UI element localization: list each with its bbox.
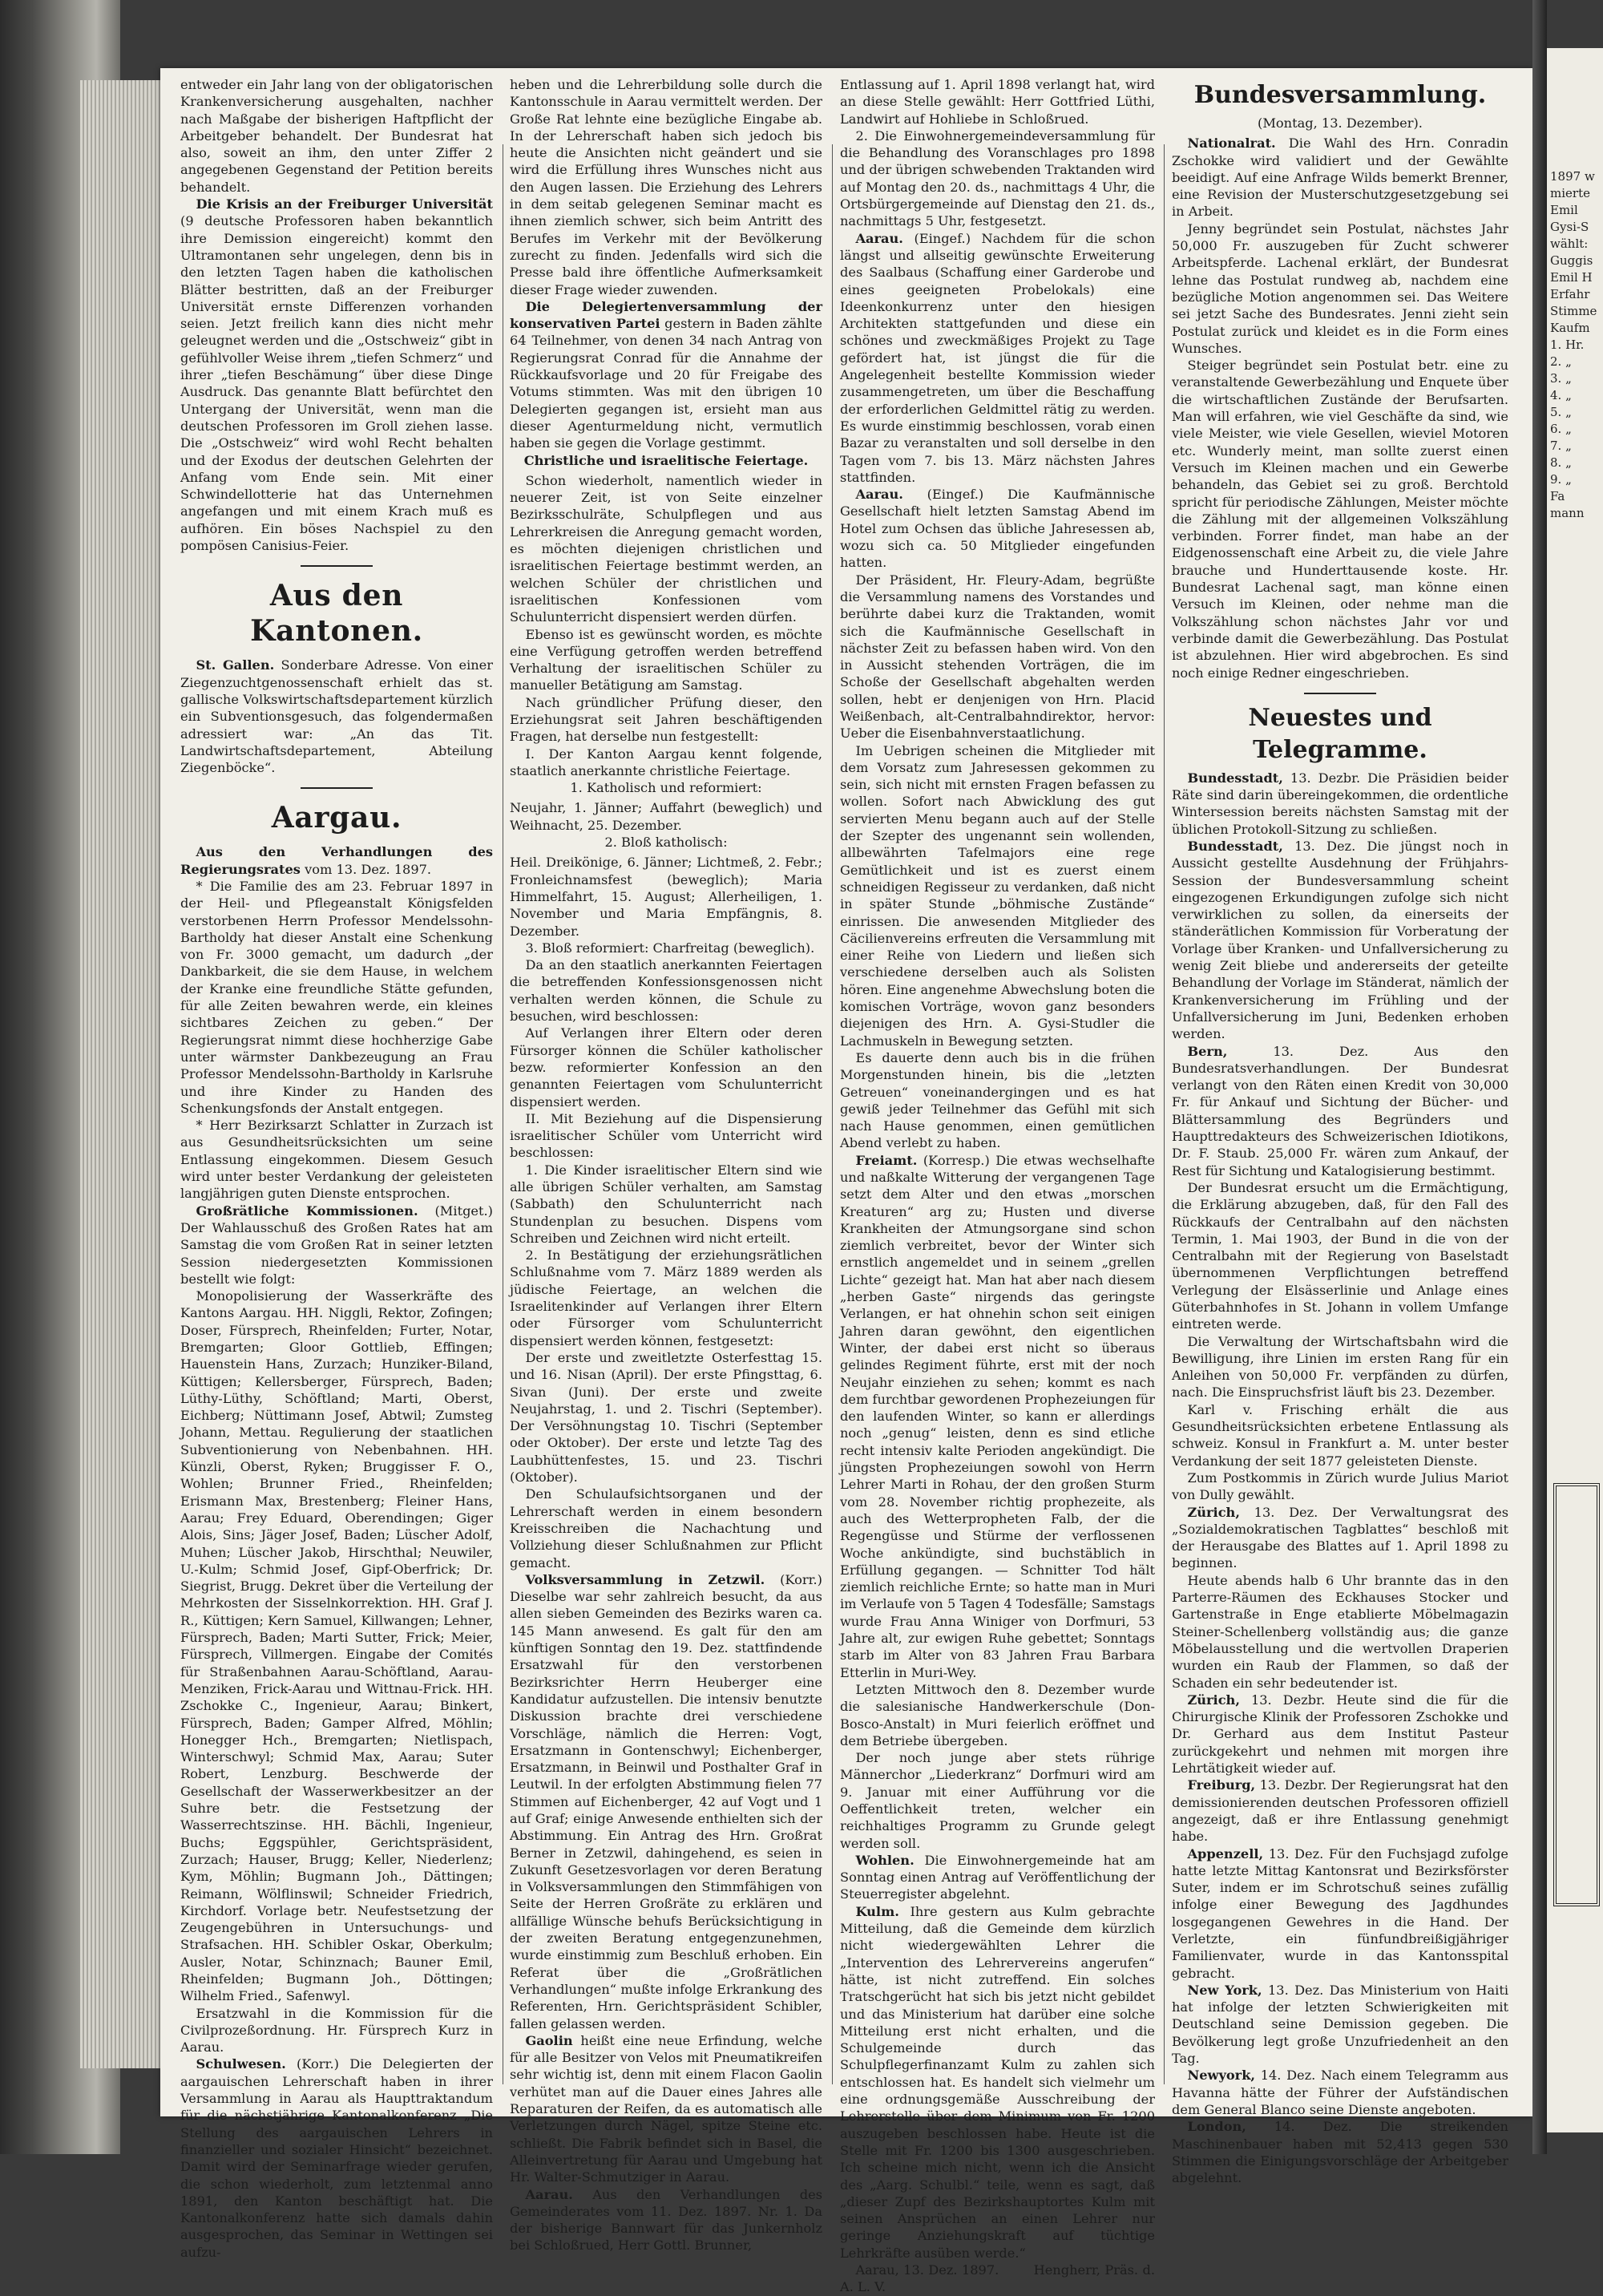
article-paragraph bbox=[180, 1203, 493, 1287]
article-text: (9 deutsche Professoren haben bekanntlich ihre Demission eingereicht) kommt den Ultramontanen sehr ungelegen, denn bis in den letzten Tagen haben die katholischen Blätter bestritten, daß an der Freiburger Universität ernste Differenzen vorhanden seien. Jetzt freilich kann dies nicht mehr geleugnet werden und die „Ostschweiz“ gibt in gefühlvoller Weise ihrem „tiefen Schmerz“ und ihrer „tiefen Beschämung“ über diese Dinge Ausdruck. Das genannte Blatt befürchtet den Untergang der Universität, wenn man die deutschen Professoren im Groll ziehen lasse. Die „Ostschweiz“ wird wohl Recht behalten und der Exodus der deutschen Gelehrten der Anfang vom Ende sein. Mit einer Schwindellotterie hat das Unternehmen angefangen und mit einem Krach muß es aufhören. Ein böses Nachspiel zu den pompösen Canisius-Feier. bbox=[180, 213, 493, 554]
next-page-fragment: Gysi-S bbox=[1550, 220, 1589, 234]
article-text: Der Bundesrat ersucht um die Ermächtigung, die Erklärung abzugeben, daß, für den Fall des Rückkaufs der Centralbahn auf den nächsten Termin, 1. Mai 1903, der Bund in die von der Centralbahn mit der Regierung von Baselstadt übernommenen Verpflichtungen betreffend Verlegung der Elsässerlinie und Anlage eines Güterbahnhofes in St. Johann in vollem Umfange eintreten werde. bbox=[1172, 1179, 1508, 1332]
article-paragraph bbox=[840, 486, 1155, 571]
article-text: Der noch junge aber stets rührige Männerchor „Liederkranz“ Dorfmuri wird am 9. Januar mit einer Aufführung vor die Oeffentlichkeit treten, welcher ein reichhaltiges Programm zu Grunde gelegt werden soll. bbox=[840, 1750, 1155, 1851]
article-text: Im Uebrigen scheinen die Mitglieder mit dem Vorsatz zum Jahresessen gekommen zu sein, sich nicht mit ernsten Fragen befassen zu wollen. Sofort nach Abwicklung des gut servierten Menu begann auch auf der Stelle der Szepter des ungenannt sein wollenden, allbewährten Tafelmajors eine rege Gemütlichkeit und ist es zuerst einem schneidigen Regisseur zu verdanken, daß nicht in später Stunde „böhmische Zustände“ einrissen. Die anwesenden Mitglieder des Cäcilienvereins erfreuten die Versammlung mit einer Reihe von Liedern und ließen sich verschiedene derselben auch als Solisten hören. Eine angenehme Abwechslung boten die komischen Vorträge, wovon ganz besonders diejenigen des Hrn. A. Gysi-Studler die Lachmuskeln in Bewegung setzten. bbox=[840, 742, 1155, 1049]
article-paragraph bbox=[840, 1152, 1155, 1681]
article-text: (Eingef.) Die Kaufmännische Gesellschaft hielt letzten Samstag Abend im Hotel zum Ochsen das übliche Jahresessen ab, wozu sich ca. 50 Mitglieder eingefunden hatten. bbox=[840, 487, 1155, 571]
article-paragraph bbox=[180, 2055, 493, 2261]
article-text: Ihre gestern aus Kulm gebrachte Mitteilung, daß die Gemeinde dem kürzlich nicht wiedergewählten Lehrer die „Intervention des Lehrervereins angerufen“ hätte, ist nicht zutreffend. Ein solches Tratschgerücht hat sich bis jetzt nicht gebildet und das Ministerium hat darüber eine solche Mitteilung erst nicht erhalten, und die Schulgemeinde durch das Schulpflegerfinanzamt Kulm zu zahlen sich entschlossen hat. Es handelt sich vielmehr um eine ordnungsgemäße Ausschreibung der Lehrerstelle über dem Minimum von Fr. 1200 auszugeben beschlossen habe. Heute ist die Stelle mit Fr. 1200 bis 1300 ausgeschrieben. Ich scheine mich nicht, wenn ich die Ansicht des „Aarg. Schulbl.“ teile, wenn es sagt, daß „dieser Zupf des Bezirkshauptortes Kulm mit seinen Ansprüchen an einen Lehrer nur geringe Anziehungskraft auf tüchtige Lehrkräfte ausüben werde.“ bbox=[840, 1903, 1155, 2261]
article-paragraph bbox=[1172, 838, 1508, 1043]
article-heading: Kulm. bbox=[855, 1903, 899, 1919]
article-text: Zum Postkommis in Zürich wurde Julius Mariot von Dully gewählt. bbox=[1172, 1469, 1508, 1503]
article-text: heißt eine neue Erfindung, welche für alle Besitzer von Velos mit Pneumatikreifen sehr wichtig ist, denn mit einem Flacon Gaolin verhütet man auf die Dauer eines Jahres alle Reparaturen der Reifen, da es automatisch alle Verletzungen durch Nägel, spitze Steine etc. schließt. Die Fabrik befindet sich in Basel, die Alleinvertretung für Aarau und Umgebung hat Hr. Walter-Schmutziger in Aarau. bbox=[510, 2032, 822, 2185]
article-paragraph bbox=[1172, 1504, 1508, 1572]
article-text: Ersatzwahl in die Kommission für die Civilprozeßordnung. Hr. Fürsprech Kurz in Aarau. bbox=[180, 2005, 493, 2055]
article-heading: Die Krisis an der Freiburger Universität bbox=[196, 196, 493, 212]
article-paragraph bbox=[180, 196, 493, 554]
article-text: heben und die Lehrerbildung solle durch die Kantonsschule in Aarau vermittelt werden. Der Große Rat lehnte eine bezügliche Eingabe ab. In der Lehrerschaft haben sich jedoch bis heute die Ansichten nicht geändert und sie wird die Erfüllung ihres Wunsches nicht aus den Augen lassen. Die Erziehung des Lehrers in dem seitab gelegenen Seminar macht es ihnen ziemlich schwer, sich beim Antritt des Berufes im Verkehr mit der Bevölkerung zurecht zu finden. Jedenfalls wird sich die Presse bald ihre öffentliche Aufmerksamkeit dieser Frage wieder zuwenden. bbox=[510, 77, 822, 297]
article-text: 13. Dez. Das Ministerium von Haiti hat infolge der letzten Schwierigkeiten mit Deutschland seine Demission gegeben. Die Bevölkerung legt große Unzufriedenheit an den Tag. bbox=[1172, 1982, 1508, 2067]
next-page-fragment: 8. „ bbox=[1550, 455, 1572, 470]
article-text: Auf Verlangen ihrer Eltern oder deren Fürsorger können die Schüler katholischer bezw. reformierter Konfession an den genannten Feiertagen vom Schulunterricht dispensiert werden. bbox=[510, 1025, 822, 1110]
article-text: Aus den Verhandlungen des Gemeinderates vom 11. Dez. 1897. Nr. 1. Da der bisherige Bannwart für das Junkernholz bei Schloßrued, Herr Gottl. Brunner, bbox=[510, 2186, 822, 2254]
article-text: I. Der Kanton Aargau kennt folgende, staatlich anerkannte christliche Feiertage. bbox=[510, 746, 822, 778]
column-rule bbox=[832, 144, 833, 2084]
article-text: * Herr Bezirksarzt Schlatter in Zurzach ist aus Gesundheitsrücksichten um seine Entlassung eingekommen. Diesem Gesuch wird unter bester Verdankung der geleisteten langjährigen guten Dienste entsprochen. bbox=[180, 1118, 493, 1202]
article-text: gestern in Baden zählte 64 Teilnehmer, von denen 34 nach Antrag von Regierungsrat Conrad für die Annahme der Rückkaufsvorlage und 20 für Freigabe des Votums stimmten. Was mit den übrigen 10 Delegierten gegangen ist, ersieht man aus dieser Agenturmeldung nicht, vermutlich haben sie gegen die Vorlage gestimmt. bbox=[510, 316, 822, 451]
article-text: Letzten Mittwoch den 8. Dezember wurde die salesianische Handwerkerschule (Don-Bosco-Anstalt) in Muri feierlich eröffnet und dem Betriebe übergeben. bbox=[840, 1681, 1155, 1748]
article-heading: London, bbox=[1187, 2119, 1246, 2135]
article-paragraph bbox=[180, 843, 493, 878]
article-heading: Gaolin bbox=[525, 2032, 573, 2048]
next-page-fragment: 4. „ bbox=[1550, 388, 1572, 402]
article-paragraph bbox=[1172, 1692, 1508, 1777]
article-paragraph bbox=[1172, 770, 1508, 838]
next-page-fragment: 1897 w bbox=[1550, 169, 1595, 184]
article-text: Schon wiederholt, namentlich wieder in neuerer Zeit, ist von Seite einzelner Bezirksschulräte, Schulpflegen und aus Lehrerkreisen die Anregung gemacht worden, es möchten diejenigen christlichen und israelitischen Feiertage bestimmt werden, an welchen Schüler der christlichen und israelitischen Konfessionen vom Schulunterricht dispensiert werden dürfen. bbox=[510, 472, 822, 625]
page-edges bbox=[80, 80, 168, 2068]
article-heading: St. Gallen. bbox=[196, 657, 275, 673]
article-heading: New York, bbox=[1187, 1982, 1262, 1998]
article-paragraph bbox=[1172, 135, 1508, 220]
next-page-fragment: 9. „ bbox=[1550, 472, 1572, 487]
column-4 bbox=[1172, 76, 1508, 2186]
article-heading: Bundesstadt, bbox=[1187, 770, 1283, 786]
column-rule bbox=[1164, 144, 1165, 2084]
article-paragraph bbox=[510, 2032, 822, 2186]
article-heading: Volksversammlung in Zetzwil. bbox=[525, 1571, 765, 1587]
article-text: 13. Dez. Aus den Bundesratsverhandlungen. Der Bundesrat verlangt von den Räten einen Kredit von 30,000 Fr. für Ankauf und Sichtung der Bücher- und Blättersammlung des Begründers und Haupttredakteurs des Schweizerischen Idiotikons, Dr. F. Staub. 25,000 Fr. wären zum Ankauf, der Rest für Sichtung und Katalogisierung bestimmt. bbox=[1172, 1043, 1508, 1178]
article-heading: Zürich, bbox=[1187, 1504, 1240, 1520]
article-text: Nach gründlicher Prüfung dieser, den Erziehungsrat seit Jahren beschäftigenden Fragen, hat derselbe nun festgestellt: bbox=[510, 694, 822, 745]
article-paragraph bbox=[1172, 1043, 1508, 1179]
article-text: 13. Dezbr. Der Regierungsrat hat den demissionierenden deutschen Professoren offiziell angezeigt, daß er ihre Entlassung genehmigt habe. bbox=[1172, 1777, 1508, 1845]
article-text: vom 13. Dez. 1897. bbox=[300, 861, 432, 877]
page-gutter bbox=[1532, 0, 1547, 2154]
article-heading: Die Delegiertenversammlung der konservativen Partei bbox=[510, 298, 822, 332]
next-page-fragment: Emil H bbox=[1550, 270, 1593, 285]
article-heading: Bern, bbox=[1187, 1043, 1228, 1059]
article-heading: Christliche und israelitische Feiertage. bbox=[523, 452, 809, 468]
section-title: Aus den Kantonen. bbox=[250, 579, 423, 649]
article-text: Ebenso ist es gewünscht worden, es möchte eine Verfügung getroffen werden betreffend Verhaltung der israelitischen Schüler zu manueller Betätigung am Samstag. bbox=[510, 626, 822, 693]
section-title: Aargau. bbox=[271, 801, 402, 835]
article-paragraph bbox=[510, 298, 822, 452]
next-page-fragment: 1. Hr. bbox=[1550, 338, 1585, 352]
article-text: (Korr.) Dieselbe war sehr zahlreich besucht, da aus allen sieben Gemeinden des Bezirks waren ca. 145 Mann anwesend. Es galt für den am künftigen Sonntag den 19. Dez. stattfindende Ersatzwahl für den verstorbenen Bezirksrichter Herrn Heuberger eine Kandidatur aufzustellen. Die intensiv benutzte Diskussion brachte drei verschiedene Vorschläge, nämlich die Herren: Vogt, Ersatzmann in Gontenschwyl; Eichenberger, Ersatzmann, in Beinwil und Posthalter Graf in Leutwil. In der erfolgten Abstimmung fielen 77 Stimmen auf Eichenberger, 42 auf Vogt und 1 auf Graf; einige Anwesende enthielten sich der Abstimmung. Ein Antrag des Hrn. Großrat Berner in Zetzwil, dahingehend, es seien in Zukunft Gesetzesvorlagen vor deren Beratung in Volksversammlungen den Stimmfähigen von Seite der Herren Großräte zu erklären und allfällige Wünsche behufs Berücksichtigung in der zweiten Beratung entgegenzunehmen, wurde einstimmig zum Beschluß erhoben. Ein Referat über die „Großrätlichen Verhandlungen“ mußte infolge Erkrankung des Referenten, Hrn. Gerichtspräsident Schibler, fallen gelassen werden. bbox=[510, 1571, 822, 2031]
column-3 bbox=[840, 76, 1155, 2295]
column-2 bbox=[510, 76, 822, 2254]
article-paragraph bbox=[1172, 2067, 1508, 2118]
column-1 bbox=[180, 76, 493, 2260]
article-heading: Freiamt. bbox=[855, 1152, 918, 1168]
next-page-fragment: Fa bbox=[1550, 489, 1565, 503]
article-text: Steiger begründet sein Postulat betr. eine zu veranstaltende Gewerbezählung und Enquete über die wirtschaftlichen Zustände der Berufsarten. Man will erfahren, wie viel Geschäfte da sind, wie viele Meister, wie viele Gesellen, wieviel Motoren etc. Wunderly meint, man sollte zuerst einen Versuch im Kleinen machen und ein Gewerbe behandeln, das Gebiet sei zu groß. Berchtold spricht für periodische Zählungen, Meister möchte die Zählung mit der allgemeinen Volkszählung verbinden. Forrer findet, man habe an der Eidgenossenschaft eine Arbeit zu, die viele Jahre brauche und Hunderttausende koste. Hr. Bundesrat Lachenal sagt, man könne einen Versuch im Kleinen, oder nehme man die Volkszählung schon nächstes Jahr vor und verbinde damit die Gewerbezählung. Das Postulat ist abzulehnen. Hier wird abgebrochen. Es sind noch einige Redner eingeschrieben. bbox=[1172, 358, 1508, 681]
next-page-fragment: 2. „ bbox=[1550, 354, 1572, 369]
article-heading: Großrätliche Kommissionen. bbox=[196, 1203, 418, 1219]
article-text: Entlassung auf 1. April 1898 verlangt hat, wird an diese Stelle gewählt: Herr Gottfried Lüthi, Landwirt auf Hohliebe in Schloßrued. bbox=[840, 77, 1155, 127]
article-text: 2. In Bestätigung der erziehungsrätlichen Schlußnahme vom 7. März 1889 werden als jüdische Feiertage, an welchen die Israelitenkinder auf Verlangen ihrer Eltern oder Fürsorger vom Schulunterricht dispensiert werden können, festgesetzt: bbox=[510, 1247, 822, 1348]
article-text: Da an den staatlich anerkannten Feiertagen die betreffenden Konfessionsgenossen nicht verhalten werden können, die Schule zu besuchen, wird beschlossen: bbox=[510, 957, 822, 1025]
article-heading: Aarau. bbox=[855, 487, 903, 503]
next-page-fragment: Kaufm bbox=[1550, 321, 1590, 335]
article-paragraph bbox=[510, 2186, 822, 2254]
article-paragraph bbox=[1172, 1982, 1508, 2067]
signature-date: Aarau, 13. Dez. 1897. bbox=[855, 2262, 999, 2278]
article-text: * Die Familie des am 23. Februar 1897 in der Heil- und Pflegeanstalt Königsfelden verstorbenen Herrn Professor Mendelssohn-Bartholdy hat dieser Anstalt eine Schenkung von Fr. 3000 gemacht, um dadurch „der Dankbarkeit, die sie dem Hause, in welchem der Kranke eine freundliche Stätte gefunden, für alle Zeiten bewahren werde, ein kleines sichtbares Zeichen zu geben.“ Der Regierungsrat nimmt diese hochherzige Gabe unter wärmster Dankbezeugung an Frau Professor Mendelssohn-Bartholdy in Karlsruhe und ihre Kinder zu Handen des Schenkungsfonds der Anstalt entgegen. bbox=[180, 878, 493, 1116]
article-text: II. Mit Beziehung auf die Dispensierung israelitischer Schüler vom Unterricht wird beschlossen: bbox=[510, 1110, 822, 1161]
article-heading: Aarau. bbox=[525, 2186, 573, 2202]
article-text: Sonderbare Adresse. Von einer Ziegenzuchtgenossenschaft erhielt das st. gallische Volkswirtschaftsdepartement kürzlich ein Subventionsgesuch, das folgendermaßen adressiert war: „An das Tit. Landwirtschaftsdepartement, Abteilung Ziegenböcke“. bbox=[180, 657, 493, 776]
article-heading: Wohlen. bbox=[855, 1852, 915, 1868]
article-heading: Schulwesen. bbox=[196, 2056, 286, 2072]
article-paragraph bbox=[510, 1571, 822, 2032]
article-text: (Korresp.) Die etwas wechselhafte und naßkalte Witterung der vergangenen Tage setzt dem Alter und den etwas „morschen Kreaturen“ arg zu; Husten und diverse Krankheiten der Atmungsorgane sind schon ziemlich verbreitet, bevor der Winter sich ernstlich angemeldet und in seinem „grellen Lichte“ gezeigt hat. Man hat aber nach diesem „herben Gaste“ nirgends das geringste Verlangen, er hat ohnehin schon seit einigen Jahren daran gewöhnt, den eigentlichen Winter, der dabei erst nicht so überaus gelindes Regiment führte, erst mit der noch Neujahr einziehen zu sehen; kommt es nach dem furchtbar gewordenen Prophezeiungen für den laufenden Winter, so kann er allerdings noch „genug“ leisten, denn es sind etliche recht intensiv kalte Perioden angekündigt. Die jüngsten Prophezeiungen sowohl von Herrn Lehrer Marti in Rohau, der den großen Sturm vom 28. November richtig prophezeite, als auch des Wetterpropheten Falb, der die Regengüsse und Stürme der verflossenen Woche ankündigte, sind buchstäblich in Erfüllung gegangen. — Schnitter Tod hält ziemlich reichliche Ernte; so hatte man in Muri im Verlaufe von 5 Tagen 4 Todesfälle; Samstags wurde Frau Anna Winiger von Dorfmuri, 53 Jahre alt, zur ewigen Ruhe gebettet; Sonntags starb im Alter von 83 Jahren Frau Barbara Etterlin in Muri-Wey. bbox=[840, 1152, 1155, 1680]
article-paragraph bbox=[1172, 1845, 1508, 1982]
article-heading: Aus den Verhandlungen des Regierungsrates bbox=[180, 844, 493, 877]
separator-rule bbox=[1304, 693, 1376, 694]
article-text: Die Wahl des Hrn. Conradin Zschokke wird validiert und der Gewählte beeidigt. Auf eine Anfrage Wilds bemerkt Brenner, eine Revision der Musterschutzgesetzgebung sei in Arbeit. bbox=[1172, 135, 1508, 220]
article-paragraph bbox=[180, 657, 493, 776]
next-page-fragment: mierte bbox=[1550, 186, 1590, 200]
article-text: Der erste und zweitletzte Osterfesttag 15. und 16. Nisan (April). Der erste Pfingsttag, 6. Sivan (Juni). Der erste und zweite Neujahrstag, 1. und 2. Tischri (September). Der Versöhnungstag 10. Tischri (September oder Oktober). Der erste und letzte Tag des Laubhüttenfestes, 15. und 23. Tischri (Oktober). bbox=[510, 1349, 822, 1486]
section-subtitle: (Montag, 13. Dezember). bbox=[1258, 115, 1423, 131]
article-text: Heute abends halb 6 Uhr brannte das in den Parterre-Räumen des Eckhauses Stocker und Gartenstraße in Enge etablierte Möbelmagazin Steiner-Schellenberg vollständig aus; die ganze Möbelausstellung und die wertvollen Draperien wurden ein Raub der Flammen, so daß der Schaden ein sehr bedeutender ist. bbox=[1172, 1572, 1508, 1691]
article-text: Den Schulaufsichtsorganen und der Lehrerschaft werden in einem besondern Kreisschreiben die Nachachtung und Vollziehung dieser Schlußnahmen zur Pflicht gemacht. bbox=[510, 1486, 822, 1570]
next-page-fragment: Guggis bbox=[1550, 253, 1593, 268]
article-heading: Aarau. bbox=[855, 230, 903, 246]
article-text: 13. Dezbr. Die Präsidien beider Räte sind darin übereingekommen, die ordentliche Wintersession bereits nächsten Samstag mit der üblichen Protokoll-Sitzung zu schließen. bbox=[1172, 770, 1508, 837]
article-text: (Eingef.) Nachdem für die schon längst und allseitig gewünschte Erweiterung des Saalbaus (Schaffung einer Garderobe und eines geeigneten Probelokals) eine Ideenkonkurrenz unter den hiesigen Architekten stattgefunden und diese ein schönes und zweckmäßiges Projekt zu Tage gefördert hat, ist jüngst die für die Angelegenheit bestellte Kommission wieder zusammengetreten, um über die Beschaffung der erforderlichen Geldmittel rätig zu werden. Es wurde einstimmig beschlossen, vorab einen Bazar zu veranstalten und soll derselbe in den Tagen vom 7. bis 13. März nächsten Jahres stattfinden. bbox=[840, 230, 1155, 485]
article-text: Es dauerte denn auch bis in die frühen Morgenstunden hinein, bis die „letzten Getreuen“ voneinandergingen und es hat gewiß jeder Teilnehmer das Gefühl mit sich nach Hause genommen, einen gemütlichen Abend verlebt zu haben. bbox=[840, 1049, 1155, 1151]
article-text: Jenny begründet sein Postulat, nächstes Jahr 50,000 Fr. auszugeben für Zucht schwerer Arbeitspferde. Lachenal erklärt, der Bundesrat lehne das Postulat rundweg ab, nachdem eine bezügliche Motion angenommen sei. Das Weitere sei jetzt Sache des Bundesrates. Jenni zieht sein Postulat zurück und kleidet es in die Form eines Wunsches. bbox=[1172, 220, 1508, 356]
next-page-fragment: wählt: bbox=[1550, 236, 1589, 251]
article-heading: Freiburg, bbox=[1187, 1777, 1256, 1793]
article-text: 2. Die Einwohnergemeindeversammlung für die Behandlung des Voranschlages pro 1898 und der übrigen schwebenden Traktanden wird auf Montag den 20. ds., nachmittags 4 Uhr, die Ortsbürgergemeinde auf Dienstag den 21. ds., nachmittags 5 Uhr, festgesetzt. bbox=[840, 127, 1155, 229]
article-text: Monopolisierung der Wasserkräfte des Kantons Aargau. HH. Niggli, Rektor, Zofingen; Doser, Fürsprech, Rheinfelden; Furter, Notar, Bremgarten; Gloor Gottlieb, Effingen; Hauenstein Hans, Zurzach; Hunziker-Biland, Küttigen; Kellersberger, Fürsprech, Baden; Lüthy-Lüthy, Schöftland; Marti, Oberst, Eichberg; Nüttimann Josef, Abtwil; Zumsteg Johann, Mettau. Regulierung der staatlichen Subventionierung von Nebenbahnen. HH. Künzli, Oberst, Ryken; Bruggisser F. O., Wohlen; Brunner Fried., Rheinfelden; Erismann Max, Brestenberg; Fleiner Hans, Aarau; Frey Eduard, Oberendingen; Giger Alois, Sins; Jäger Josef, Baden; Lüscher Adolf, Muhen; Lüscher Jakob, Hirschthal; Neuwiler, U.-Kulm; Schmid Josef, Gipf-Oberfrick; Dr. Siegrist, Brugg. Dekret über die Verteilung der Mehrkosten der Sisselnkorrektion. HH. Graf J. R., Küttigen; Kern Samuel, Killwangen; Lehner, Fürsprech, Baden; Marti Sutter, Frick; Meier, Fürsprech, Villmergen. Eingabe der Comités für Straßenbahnen Aarau-Schöftland, Aarau-Menziken, Frick-Aarau und Wittnau-Frick. HH. Zschokke C., Ingenieur, Aarau; Binkert, Fürsprech, Baden; Gamper Alfred, Möhlin; Honegger Hch., Bremgarten; Nietlispach, Winterschwyl; Schmid Max, Aarau; Suter Robert, Lenzburg. Beschwerde der Gesellschaft der Wasserwerkbesitzer an der Suhre betr. die Festsetzung der Wasserrechtszinse. HH. Bächli, Ingenieur, Buchs; Eggspühler, Gerichtspräsident, Zurzach; Hauser, Brugg; Keller, Niederlenz; Kym, Möhlin; Bugmann Joh., Dättingen; Reimann, Wölflinswil; Schneider Friedrich, Kirchdorf. Vorlage betr. Neufestsetzung der Zeugengebühren in Untersuchungs- und Strafsachen. HH. Schibler Oskar, Oberkulm; Ausler, Notar, Schinznach; Bauner Emil, Rheinfelden; Bugmann Joh., Döttingen; Wilhelm Fried., Safenwyl. bbox=[180, 1288, 493, 2004]
separator-rule bbox=[301, 787, 373, 789]
article-paragraph bbox=[1172, 2118, 1508, 2186]
next-page-fragments bbox=[1547, 168, 1597, 522]
article-heading: Bundesstadt, bbox=[1187, 838, 1283, 854]
separator-rule bbox=[301, 565, 373, 567]
article-text: Karl v. Frisching erhält die aus Gesundheitsrücksichten erbetene Entlassung als schweiz. Konsul in Frankfurt a. M. unter bester Verdankung der seit 1877 geleisteten Dienste. bbox=[1172, 1401, 1508, 1469]
article-heading: Nationalrat. bbox=[1187, 135, 1276, 152]
next-page-fragment: 6. „ bbox=[1550, 422, 1572, 436]
article-heading: Zürich, bbox=[1187, 1692, 1240, 1708]
next-page-fragment: Erfahr bbox=[1550, 287, 1590, 301]
next-page-ad-border bbox=[1553, 1483, 1600, 1906]
article-text: (Korr.) Die Delegierten der aargauischen Lehrerschaft haben in ihrer Versammlung in Aarau als Haupttraktandum für die nächstjährige Kantonalkonferenz „Die Stellung des aargauischen Lehrers in finanzieller und sozialer Hinsicht“ bezeichnet. Damit wird der Seminarfrage wieder gerufen, die schon wiederholt, zum letztenmal anno 1891, den Kanton beschäftigt hat. Die Kantonalkonferenz hatte sich damals dahin ausgesprochen, das Seminar in Wettingen sei aufzu- bbox=[180, 2056, 493, 2260]
article-text: 14. Dez. Die streikenden Maschinenbauer haben mit 52,413 gegen 530 Stimmen die Einigungsvorschläge der Arbeitgeber abgelehnt. bbox=[1172, 2119, 1508, 2186]
article-text: Neujahr, 1. Jänner; Auffahrt (beweglich) und Weihnacht, 25. Dezember. bbox=[510, 800, 822, 833]
section-title: Neuestes und Telegramme. bbox=[1248, 703, 1432, 764]
article-text: 13. Dezbr. Heute sind die für die Chirurgische Klinik der Professoren Zschokke und Dr. Gerhard aus dem Institut Pasteur zurückgekehrt und nehmen mit morgen ihre Lehrtätigkeit wieder auf. bbox=[1172, 1692, 1508, 1777]
next-page-fragment: Stimme bbox=[1550, 304, 1597, 318]
next-page-fragment: 7. „ bbox=[1550, 439, 1572, 453]
article-paragraph bbox=[1172, 1777, 1508, 1845]
section-title: Bundesversammlung. bbox=[1193, 81, 1487, 109]
article-text: 13. Dez. Der Verwaltungsrat des „Sozialdemokratischen Tagblattes“ beschloß mit der Herausgabe des Blattes auf 1. April 1898 zu beginnen. bbox=[1172, 1504, 1508, 1571]
article-text: 13. Dez. Für den Fuchsjagd zufolge hatte letzte Mittag Kantonsrat und Bezirksförster Suter, indem er im Schrotschuß seines zufällig infolge einer Bewegung des Jagdhundes losgegangenen Gewehres in die Hand. Der Verletzte, ein fünfundbreißigjähriger Familienvater, wurde in das Kantonsspital gebracht. bbox=[1172, 1845, 1508, 1981]
article-text: 14. Dez. Nach einem Telegramm aus Havanna hätte der Führer der Aufständischen dem General Blanco seine Dienste angeboten. bbox=[1172, 2068, 1508, 2117]
article-text: Der Präsident, Hr. Fleury-Adam, begrüßte die Versammlung namens des Vorstandes und berührte dabei kurz die Traktanden, womit sich die Kaufmännische Gesellschaft in nächster Zeit zu befassen haben wird. Von den in Aussicht stehenden Vorträgen, die im Schoße der Gesellschaft abgehalten werden sollen, hebt er denjenigen von Hrn. Placid Weißenbach, alt-Centralbahndirektor, hervor: Ueber die Eisenbahnverstaatlichung. bbox=[840, 572, 1155, 742]
article-heading: Newyork, bbox=[1187, 2068, 1256, 2084]
article-heading: Appenzell, bbox=[1187, 1845, 1264, 1861]
article-text: 2. Bloß katholisch: bbox=[604, 835, 728, 851]
article-signature bbox=[840, 2262, 1155, 2296]
article-text: Heil. Dreikönige, 6. Jänner; Lichtmeß, 2. Febr.; Fronleichnamsfest (beweglich); Maria Himmelfahrt, 15. August; Allerheiligen, 1. November und Maria Empfängnis, 8. Dezember. bbox=[510, 855, 822, 939]
article-text: 1. Die Kinder israelitischer Eltern sind wie alle übrigen Schüler verhalten, am Samstag (Sabbath) den Schulunterricht nach Stundenplan zu besuchen. Dispens vom Schreiben und Zeichnen wird nicht erteilt. bbox=[510, 1162, 822, 1246]
next-page-fragment: Emil bbox=[1550, 203, 1578, 217]
article-paragraph bbox=[840, 1903, 1155, 2262]
article-text: Die Einwohnergemeinde hat am Sonntag einen Antrag auf Veröffentlichung der Steuerregister abgelehnt. bbox=[840, 1852, 1155, 1902]
next-page-fragment: 5. „ bbox=[1550, 405, 1572, 419]
article-text: 13. Dez. Die jüngst noch in Aussicht gestellte Ausdehnung der Frühjahrs-Session der Bundesversammlung scheint eingezogenen Erkundigungen zufolge sich nicht verwirklichen zu sollen, da einerseits der ständerätlichen Kommission für Vorberatung der Vorlage über Kranken- und Unfallversicherung zu wenig Zeit bliebe und andererseits der geteilte Behandlung der Vorlage im Ständerat, nämlich der Krankenversicherung im Frühling und der Unfallversicherung im Juni, Bedenken erhoben werden. bbox=[1172, 838, 1508, 1042]
next-page-edge bbox=[1547, 48, 1603, 2132]
article-text: (Mitget.) Der Wahlausschuß des Großen Rates hat am Samstag die vom Großen Rat in seiner letzten Session niedergesetzten Kommissionen bestellt wie folgt: bbox=[180, 1203, 493, 1287]
article-text: Die Verwaltung der Wirtschaftsbahn wird die Bewilligung, ihre Linien im ersten Rang für ein Anleihen von 50,000 Fr. verpfänden zu dürfen, nach. Die Einspruchsfrist läuft bis 23. Dezember. bbox=[1172, 1333, 1508, 1401]
article-text: 3. Bloß reformiert: Charfreitag (beweglich). bbox=[525, 940, 815, 956]
article-text: 1. Katholisch und reformiert: bbox=[570, 780, 762, 796]
article-paragraph bbox=[840, 230, 1155, 486]
next-page-fragment: mann bbox=[1550, 506, 1585, 520]
article-paragraph bbox=[840, 1852, 1155, 1903]
next-page-fragment: 3. „ bbox=[1550, 371, 1572, 386]
article-text: entweder ein Jahr lang von der obligatorischen Krankenversicherung ausgehalten, nachher nach Maßgabe der bisherigen Haftpflicht der Arbeitgeber behandelt. Der Bundesrat hat also, soweit an ihm, den unter Ziffer 2 angegebenen Gegenstand der Petition bereits behandelt. bbox=[180, 77, 493, 195]
signature-name: Hengherr, Präs. d. A. L. V. bbox=[840, 2262, 1155, 2295]
